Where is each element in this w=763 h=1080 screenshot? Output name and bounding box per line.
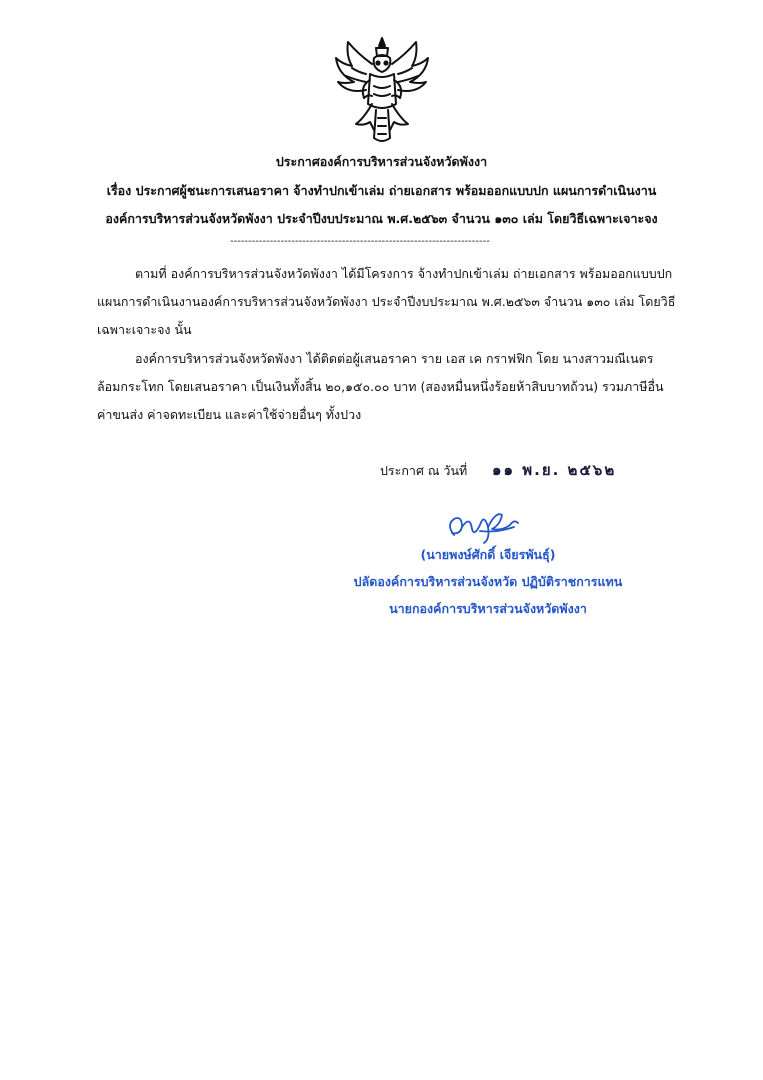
paragraph-2-line-2: ล้อมกระโทก โดยเสนอราคา เป็นเงินทั้งสิ้น ๒๐,๑๕๐.๐๐ บาท (สองหมื่นหนึ่งร้อยห้าสิบบาทถ้วน) รวมภาษีอื่น [97, 379, 664, 394]
paragraph-1-line-2: แผนการดำเนินงานองค์การบริหารส่วนจังหวัดพังงา ประจำปีงบประมาณ พ.ศ.๒๕๖๓ จำนวน ๑๓๐ เล่ม โดยวิธี [97, 294, 676, 309]
paragraph-1 [97, 260, 676, 344]
paragraph-2-line-1: องค์การบริหารส่วนจังหวัดพังงา ได้ติดต่อผู้เสนอราคา ราย เอส เค กราฟฟิก โดย นางสาวมณีเนตร [135, 351, 654, 366]
paragraph-2 [97, 345, 663, 429]
signatory-position-2: นายกองค์การบริหารส่วนจังหวัดพังงา [389, 601, 587, 616]
paragraph-2-line-3: ค่าขนส่ง ค่าจดทะเบียน และค่าใช้จ่ายอื่นๆ ทั้งปวง [97, 407, 362, 422]
garuda-emblem-icon [330, 34, 434, 146]
signatory-position-1: ปลัดองค์การบริหารส่วนจังหวัด ปฏิบัติราชการแทน [353, 574, 623, 589]
paragraph-1-line-3: เฉพาะเจาะจง นั้น [97, 322, 192, 337]
announcement-date: ๑๑ พ.ย. ๒๕๖๒ [492, 461, 617, 479]
separator-line: ------------------------------------------------------------------------ [230, 236, 490, 247]
announcement-label: ประกาศ ณ วันที่ [380, 463, 468, 478]
document-title: ประกาศองค์การบริหารส่วนจังหวัดพังงา [275, 154, 488, 169]
paragraph-1-line-1: ตามที่ องค์การบริหารส่วนจังหวัดพังงา ได้มีโครงการ จ้างทำปกเข้าเล่ม ถ่ายเอกสาร พร้อมออกแบบปก [135, 266, 673, 281]
handwritten-signature [440, 505, 524, 545]
subject-line-2: องค์การบริหารส่วนจังหวัดพังงา ประจำปีงบประมาณ พ.ศ.๒๕๖๓ จำนวน ๑๓๐ เล่ม โดยวิธีเฉพาะเจาะจง [105, 211, 658, 226]
signatory-name: (นายพงษ์ศักดิ์ เจียรพันธุ์) [420, 547, 556, 562]
subject-line-1: เรื่อง ประกาศผู้ชนะการเสนอราคา จ้างทำปกเข้าเล่ม ถ่ายเอกสาร พร้อมออกแบบปก แผนการดำเนินงาน [106, 183, 657, 198]
